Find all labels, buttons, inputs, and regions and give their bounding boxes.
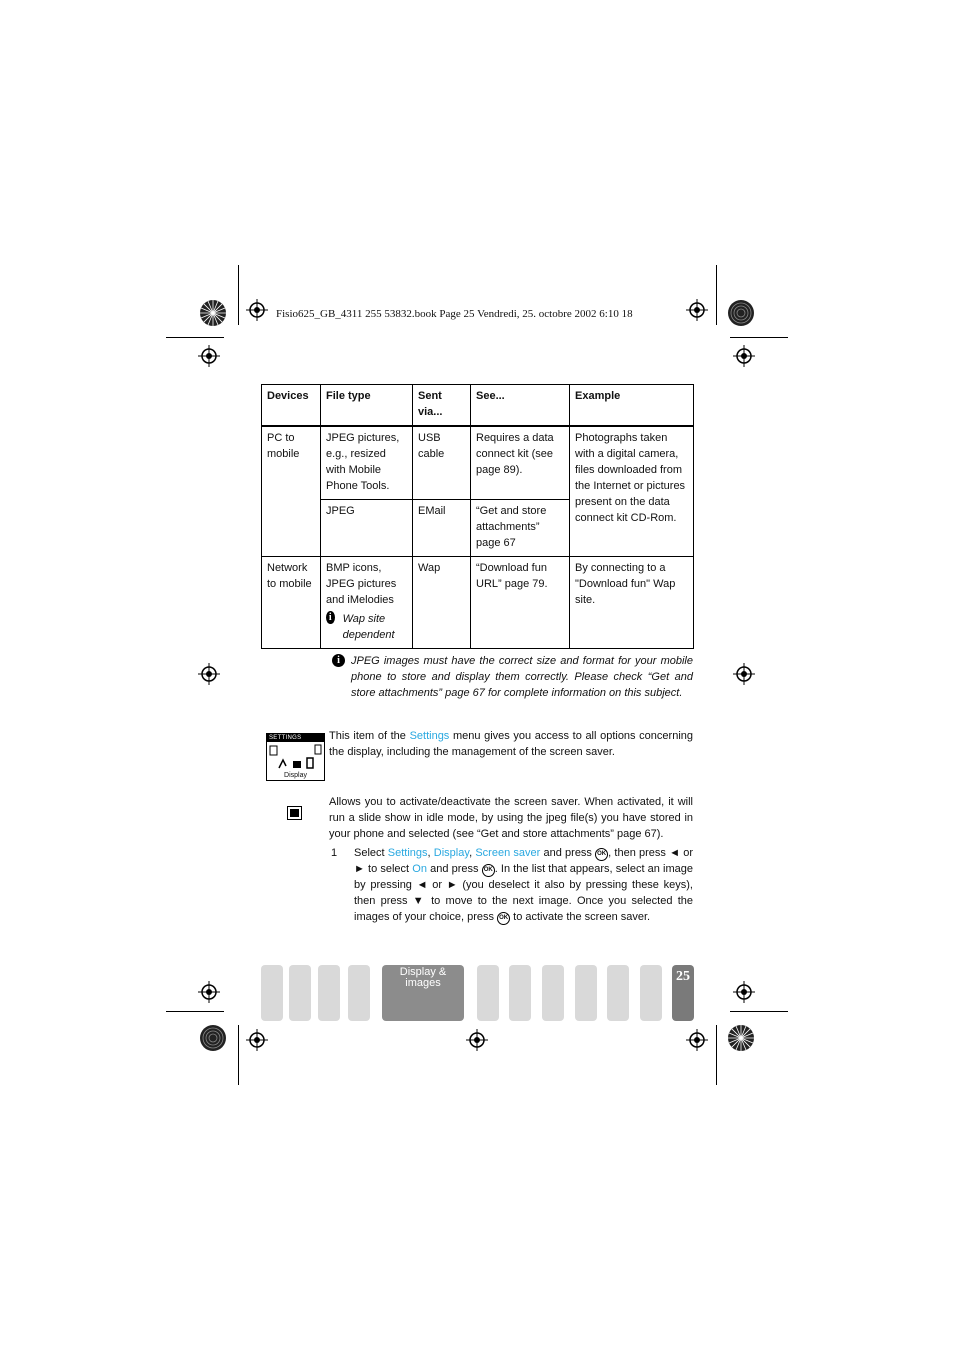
chapter-tab [509,965,531,1021]
step-text-part: and press [426,863,482,875]
column-header: See... [471,385,570,427]
step-text-part: and press [540,847,596,859]
chapter-tab-active: Display & images [382,965,464,1021]
transfer-table [261,384,694,649]
table-header-row [262,385,694,427]
print-header: Fisio625_GB_4311 255 53832.book Page 25 Vendredi, 25. octobre 2002 6:10 18 [276,308,633,320]
table-cell: USB cable [413,426,471,500]
crop-mark [238,1025,239,1085]
step-text-part: . In the list that appears, select an image by pressing ◄ or ► (you deselect it also by pressing these keys), then press ▼ to move to the next image. Once you selected the images of your choice, press [354,863,694,923]
ok-key-icon: OK [595,848,608,861]
on-option-link: On [412,863,427,875]
table-cell: “Get and store attachments” page 67 [471,500,570,557]
step-text-part: , [427,847,434,859]
star-target-icon [727,299,755,327]
chapter-tab [477,965,499,1021]
crop-mark [238,265,239,325]
registration-mark-icon [198,663,220,685]
phone-screen-title: SETTINGS [267,734,324,742]
chapter-tab [318,965,340,1021]
registration-mark-icon [246,1029,268,1051]
crop-mark [730,337,788,338]
registration-mark-icon [733,345,755,367]
crop-mark [716,1025,717,1085]
registration-mark-icon [733,663,755,685]
table-cell: Network to mobile [262,557,321,649]
screen-saver-intro: Allows you to activate/deactivate the screen saver. When activated, it will run a slide show in idle mode, by using the jpeg file(s) you have stored in your phone and selected (see “Get and store attachments” page 67). [329,796,693,840]
registration-mark-icon [686,299,708,321]
file-type-note-text: Wap site dependent [342,613,395,641]
display-intro [329,728,693,760]
file-type-text: BMP icons, JPEG pictures and iMelodies [326,562,397,606]
page-number: 25 [672,965,694,1021]
settings-link: Settings [387,847,428,859]
column-header: Example [570,385,694,427]
star-target-icon [199,1024,227,1052]
registration-mark-icon [686,1029,708,1051]
intro-text: This item of the [329,730,410,742]
ok-key-icon: OK [482,864,495,877]
table-cell: By connecting to a "Download fun" Wap site. [570,557,694,649]
step-text-part: Select [354,847,388,859]
chapter-tab [575,965,597,1021]
table-cell: JPEG [321,500,413,557]
chapter-tab [348,965,370,1021]
chapter-tab [542,965,564,1021]
table-cell [321,557,413,649]
registration-mark-icon [733,981,755,1003]
intro-text: menu gives you access to all options concerning the display, including the management of the screen saver. [329,730,693,758]
table-cell: Wap [413,557,471,649]
step-text-part: , then press ◄ or ► to select [354,847,693,875]
display-link: Display [433,847,470,859]
jpeg-note: JPEG images must have the correct size and format for your mobile phone to store and display them correctly. Please check “Get and store attachments” page 67 for complete information on this subject. [351,655,693,699]
file-type-note [326,611,407,643]
screen-saver-link: Screen saver [475,847,541,859]
table-cell: Photographs taken with a digital camera, files downloaded from the Internet or pictures present on the data connect kit CD-Rom. [570,426,694,557]
crop-mark [730,1011,788,1012]
crop-mark [166,1011,224,1012]
screen-saver-icon [287,806,302,820]
chapter-tab [640,965,662,1021]
step-text-part: , [469,847,476,859]
chapter-tab [261,965,283,1021]
registration-mark-icon [198,981,220,1003]
phone-screen-label: Display [284,772,307,779]
column-header: File type [321,385,413,427]
registration-mark-icon [246,299,268,321]
step-number: 1 [331,847,338,859]
step-text [354,845,693,925]
crop-mark [716,265,717,325]
phone-screen-illustration [266,733,325,781]
table-cell: JPEG pictures, e.g., resized with Mobile Phone Tools. [321,426,413,500]
ok-key-icon: OK [497,912,510,925]
table-cell: PC to mobile [262,426,321,557]
info-icon: i [326,611,335,624]
settings-link: Settings [409,730,450,742]
table-cell: “Download fun URL” page 79. [471,557,570,649]
info-icon: i [332,654,345,667]
table-cell: Requires a data connect kit (see page 89). [471,426,570,500]
step-text-part: to activate the screen saver. [510,911,651,923]
column-header: Devices [262,385,321,427]
table-cell: EMail [413,500,471,557]
chapter-tab [607,965,629,1021]
table-row [262,557,694,649]
star-target-icon [199,299,227,327]
star-target-icon [727,1024,755,1052]
column-header: Sent via... [413,385,471,427]
registration-mark-icon [198,345,220,367]
chapter-tab [289,965,311,1021]
crop-mark [166,337,224,338]
settings-menu-icons [269,744,322,770]
table-row [262,426,694,500]
registration-mark-icon [466,1029,488,1051]
